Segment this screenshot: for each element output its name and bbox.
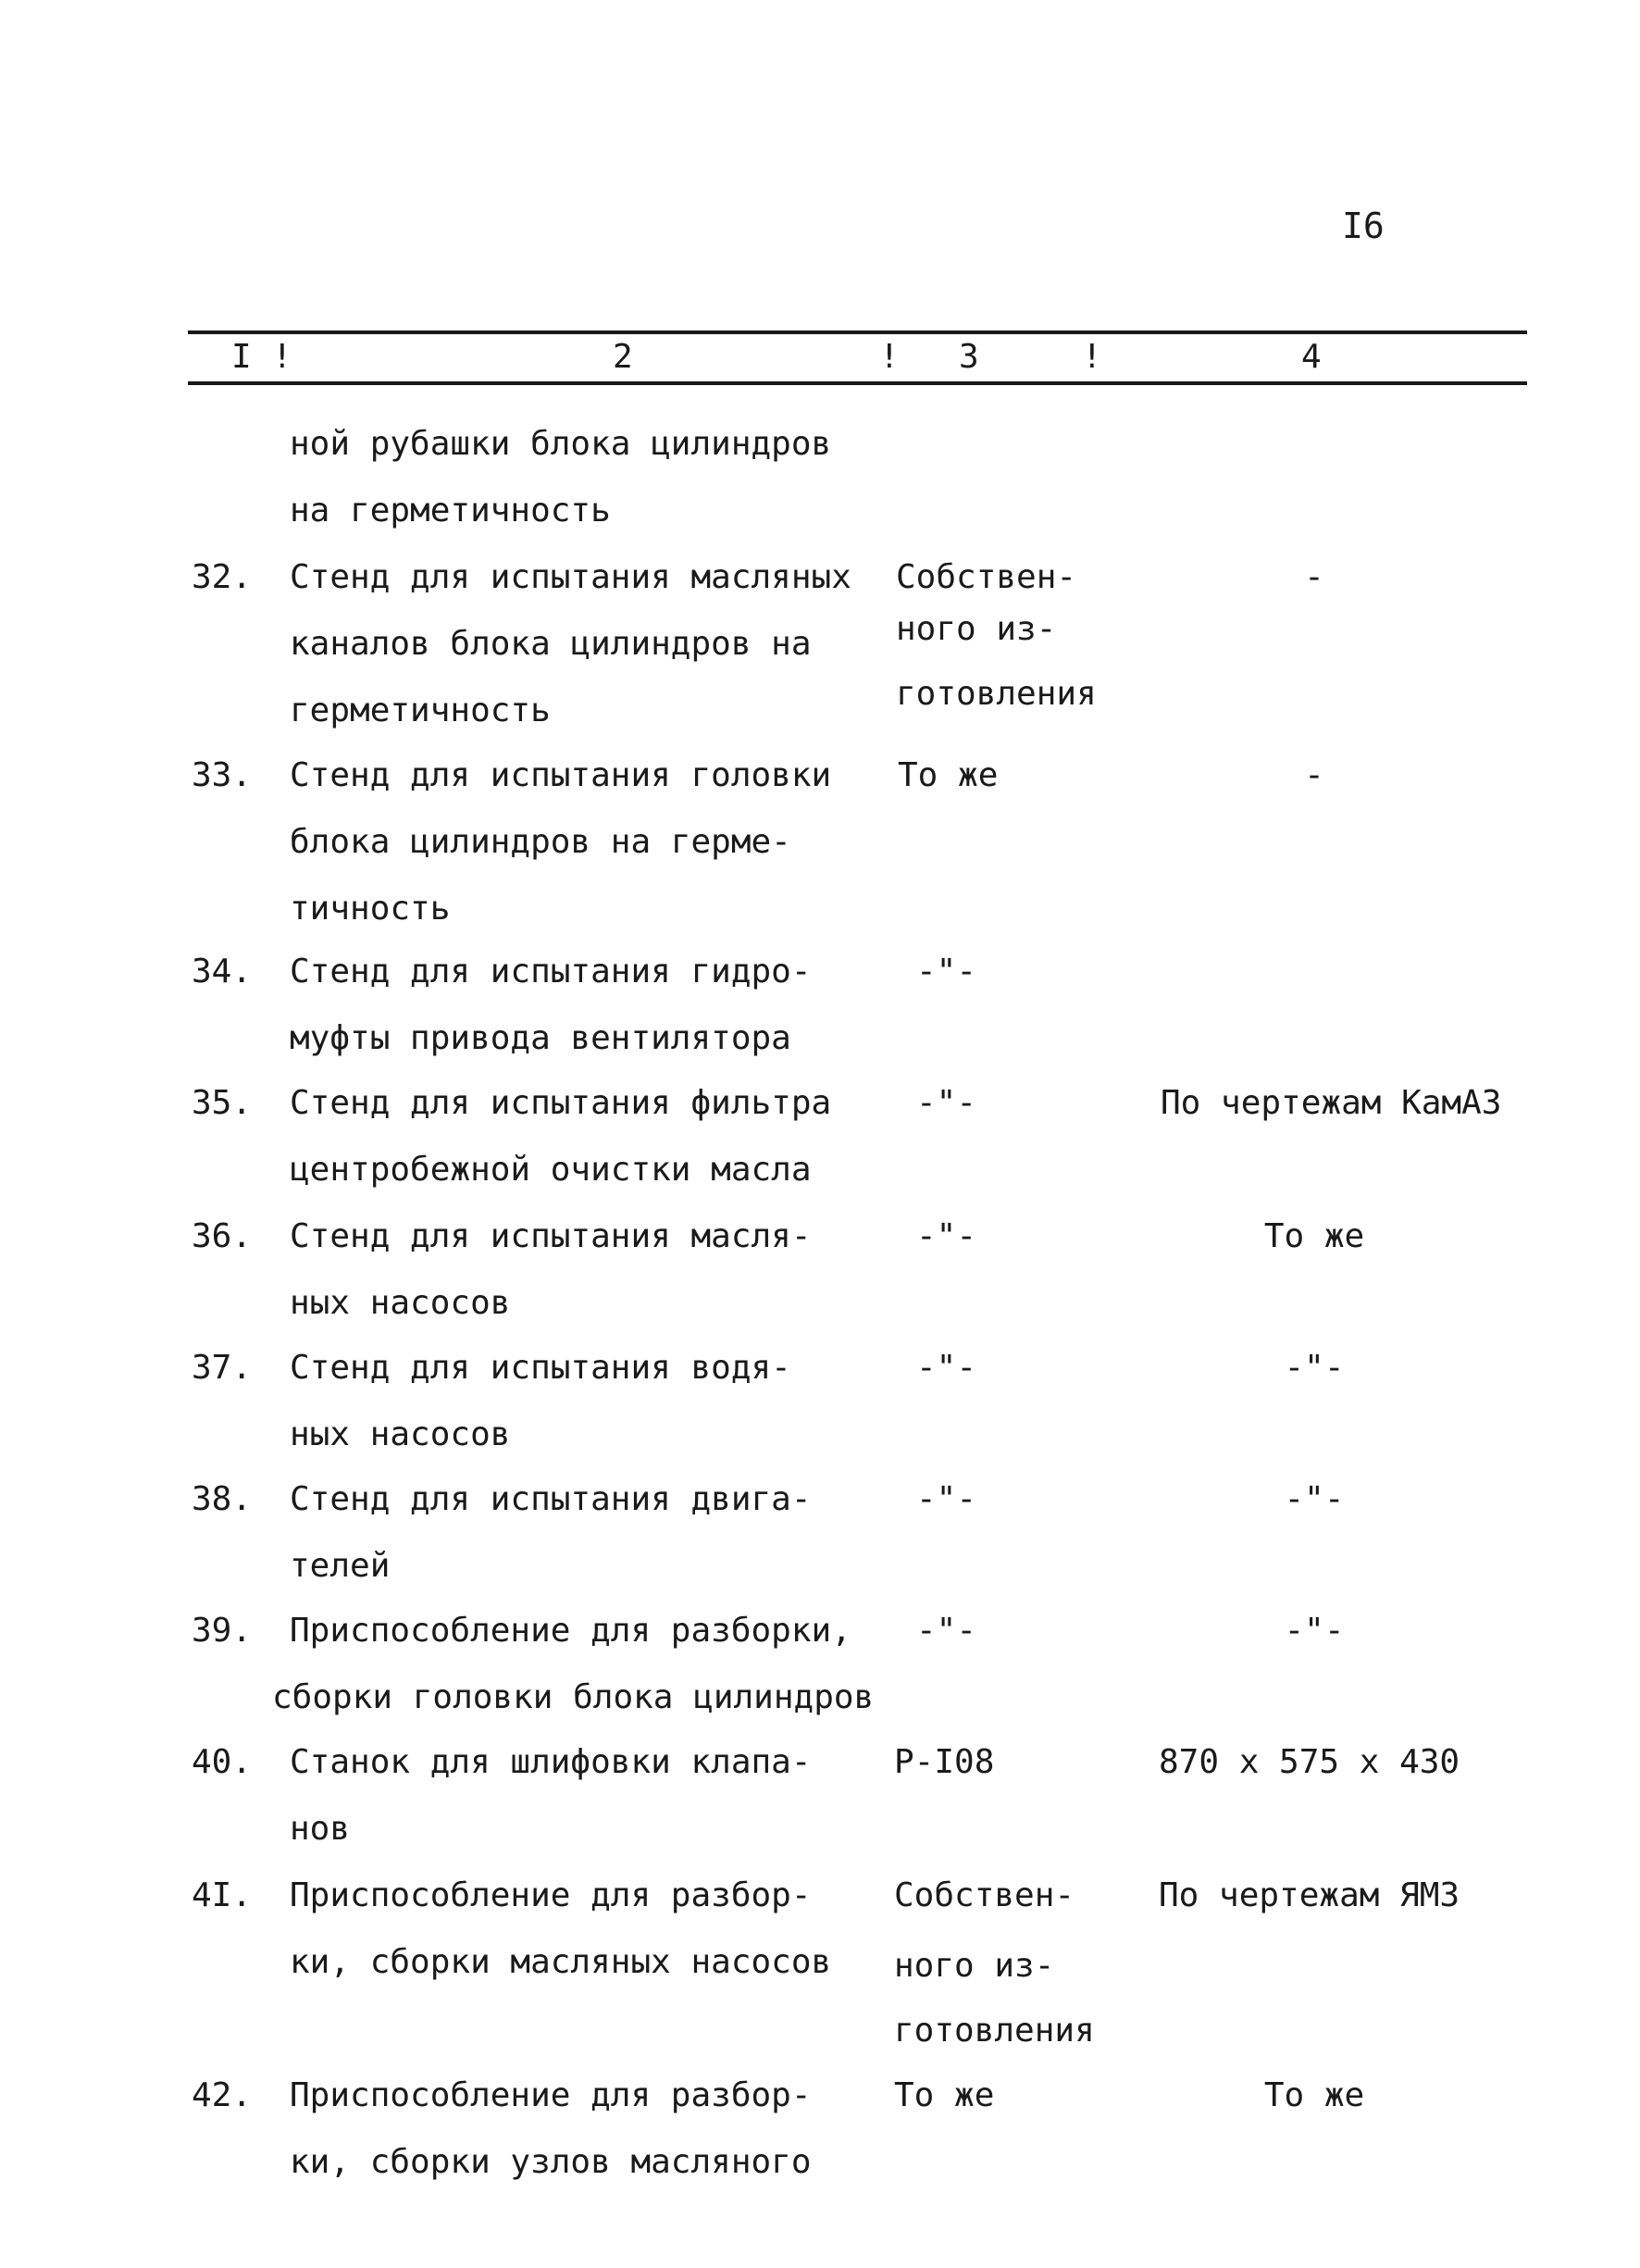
row-name-line: Приспособление для разбор-	[290, 1876, 812, 1914]
row-name-line: блока цилиндров на герме-	[290, 823, 791, 861]
row-number: 35.	[191, 1084, 252, 1122]
row-number: 37.	[191, 1349, 252, 1387]
row-name-line: ных насосов	[290, 1284, 511, 1322]
row-note: -"-	[1284, 1480, 1345, 1518]
row-source-line: Р-I08	[894, 1743, 995, 1781]
table-header-top-rule	[188, 330, 1527, 334]
header-sep3: !	[1082, 338, 1102, 376]
row-name-line: тичность	[290, 890, 451, 928]
row-number: 34.	[191, 953, 252, 991]
header-sep2: !	[879, 338, 900, 376]
row-name-line: Приспособление для разборки,	[290, 1612, 851, 1650]
row-name-line: Стенд для испытания гидро-	[290, 953, 812, 991]
row-name-line: Стенд для испытания головки	[290, 756, 832, 794]
row-source-line: -"-	[916, 953, 977, 991]
row-name-line: телей	[290, 1547, 391, 1585]
row-name-line: ки, сборки масляных насосов	[290, 1943, 832, 1981]
row-note: То же	[1263, 2076, 1365, 2114]
row-name-line: сборки головки блока цилиндров	[272, 1678, 875, 1716]
row-source-line: То же	[894, 2076, 995, 2114]
row-source-line: готовления	[896, 675, 1097, 713]
row-source-line: ного из-	[894, 1947, 1055, 1985]
row-source-line: Собствен-	[894, 1876, 1075, 1914]
header-col3: 3	[959, 338, 979, 376]
continuation-line: на герметичность	[290, 492, 611, 530]
row-number: 4I.	[191, 1876, 252, 1914]
row-note: -	[1304, 756, 1324, 794]
row-name-line: Стенд для испытания двига-	[290, 1480, 812, 1518]
header-col1: I	[231, 338, 252, 376]
row-name-line: Стенд для испытания водя-	[290, 1349, 791, 1387]
row-note: 870 х 575 х 430	[1159, 1743, 1460, 1781]
continuation-line: ной рубашки блока цилиндров	[290, 425, 832, 463]
page-number: I6	[1342, 206, 1385, 246]
row-note: -	[1304, 558, 1324, 596]
row-name-line: нов	[290, 1810, 351, 1848]
row-source-line: готовления	[894, 2012, 1095, 2050]
row-name-line: центробежной очистки масла	[290, 1151, 812, 1189]
row-name-line: герметичность	[290, 692, 551, 729]
row-source-line: ного из-	[896, 610, 1057, 648]
row-name-line: Стенд для испытания масля-	[290, 1217, 812, 1255]
row-name-line: муфты привода вентилятора	[290, 1019, 791, 1057]
row-name-line: Стенд для испытания масляных	[290, 558, 851, 596]
row-number: 40.	[191, 1743, 252, 1781]
row-number: 32.	[191, 558, 252, 596]
row-number: 38.	[191, 1480, 252, 1518]
row-source-line: -"-	[916, 1349, 977, 1387]
row-note: То же	[1263, 1217, 1365, 1255]
table-header-bottom-rule	[188, 381, 1527, 385]
row-source-line: То же	[898, 756, 999, 794]
row-source-line: -"-	[916, 1084, 977, 1122]
header-col2: 2	[613, 338, 633, 376]
row-source-line: -"-	[916, 1480, 977, 1518]
row-name-line: каналов блока цилиндров на	[290, 625, 812, 663]
row-note: По чертежам КамАЗ	[1161, 1084, 1502, 1122]
row-name-line: Приспособление для разбор-	[290, 2076, 812, 2114]
row-source-line: Собствен-	[896, 558, 1077, 596]
row-number: 39.	[191, 1612, 252, 1650]
row-name-line: Станок для шлифовки клапа-	[290, 1743, 812, 1781]
row-note: -"-	[1284, 1612, 1345, 1650]
row-name-line: ных насосов	[290, 1415, 511, 1453]
header-col4: 4	[1301, 338, 1322, 376]
row-number: 42.	[191, 2076, 252, 2114]
row-name-line: ки, сборки узлов масляного	[290, 2143, 812, 2181]
row-note: По чертежам ЯМЗ	[1159, 1876, 1460, 1914]
header-sep1: !	[272, 338, 292, 376]
row-note: -"-	[1284, 1349, 1345, 1387]
row-number: 36.	[191, 1217, 252, 1255]
row-source-line: -"-	[916, 1612, 977, 1650]
row-source-line: -"-	[916, 1217, 977, 1255]
row-name-line: Стенд для испытания фильтра	[290, 1084, 832, 1122]
row-number: 33.	[191, 756, 252, 794]
